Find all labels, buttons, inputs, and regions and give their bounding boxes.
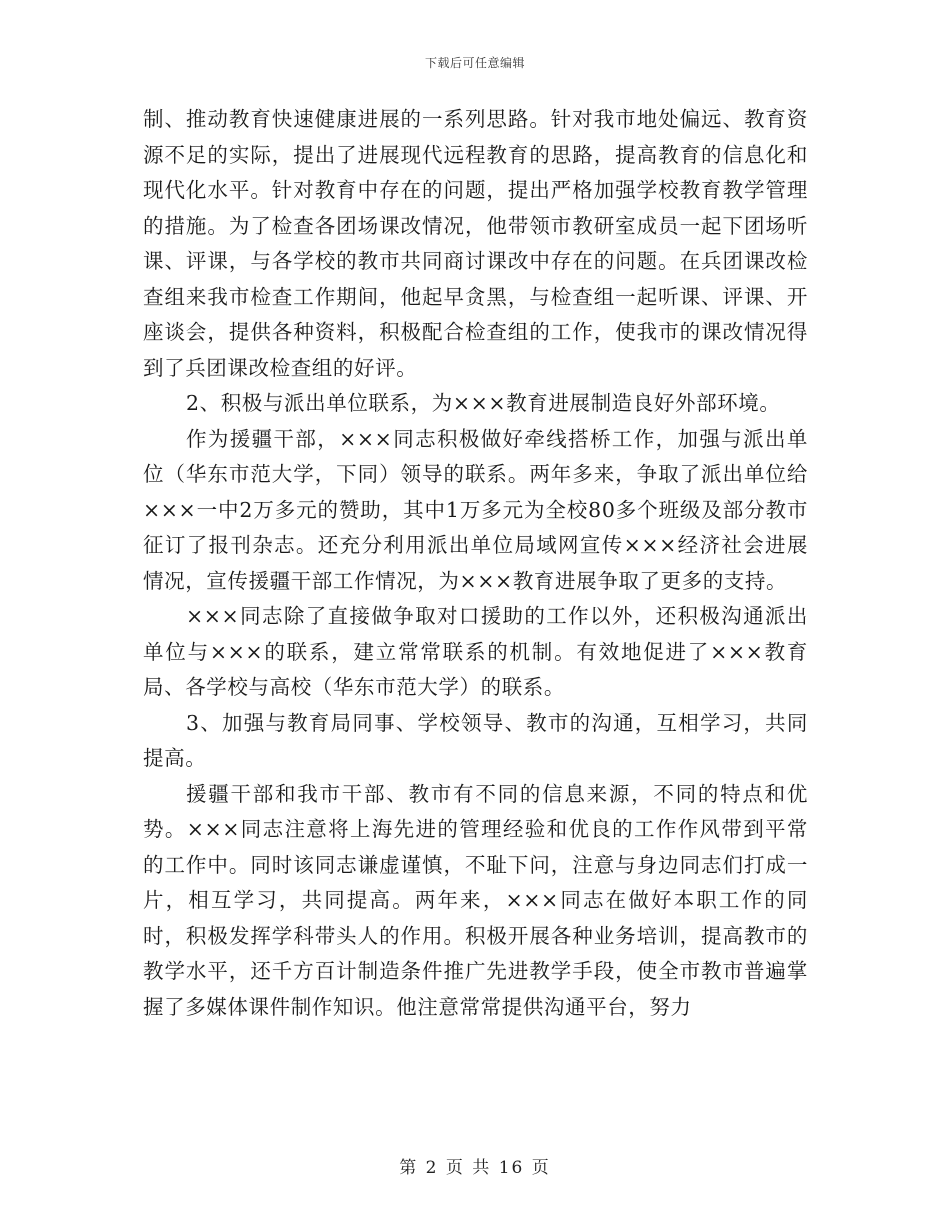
section-heading-3: 3、加强与教育局同事、学校领导、教市的沟通，互相学习，共同提高。	[143, 710, 808, 770]
document-body	[143, 102, 808, 1025]
page-header-note: 下载后可任意编辑	[424, 56, 525, 70]
section-heading-2: 2、积极与派出单位联系，为×××教育进展制造良好外部环境。	[186, 391, 781, 415]
page-number-footer: 第 2 页 共 16 页	[399, 1158, 551, 1178]
paragraph: 作为援疆干部，×××同志积极做好牵线搭桥工作，加强与派出单位（华东市范大学，下同）领导的联系。两年多来，争取了派出单位给×××一中2万多元的赞助，其中1万多元为全校80多个班级及部分教市征订了报刊杂志。还充分利用派出单位局域网宣传×××经济社会进展情况，宣传援疆干部工作情况，为×××教育进展争取了更多的支持。	[143, 426, 808, 593]
paragraph: ×××同志除了直接做争取对口援助的工作以外，还积极沟通派出单位与×××的联系，建立常常联系的机制。有效地促进了×××教育局、各学校与高校（华东市范大学）的联系。	[143, 604, 808, 699]
paragraph: 援疆干部和我市干部、教市有不同的信息来源，不同的特点和优势。×××同志注意将上海先进的管理经验和优良的工作作风带到平常的工作中。同时该同志谦虚谨慎，不耻下问，注意与身边同志们打成一片，相互学习，共同提高。两年来，×××同志在做好本职工作的同时，积极发挥学科带头人的作用。积极开展各种业务培训，提高教市的教学水平，还千方百计制造条件推广先进教学手段，使全市教市普遍掌握了多媒体课件制作知识。他注意常常提供沟通平台，努力	[143, 781, 808, 1019]
paragraph-continuation: 制、推动教育快速健康进展的一系列思路。针对我市地处偏远、教育资源不足的实际，提出了进展现代远程教育的思路，提高教育的信息化和现代化水平。针对教育中存在的问题，提出严格加强学校教育教学管理的措施。为了检查各团场课改情况，他带领市教研室成员一起下团场听课、评课，与各学校的教市共同商讨课改中存在的问题。在兵团课改检查组来我市检查工作期间，他起早贪黑，与检查组一起听课、评课、开座谈会，提供各种资料，积极配合检查组的工作，使我市的课改情况得到了兵团课改检查组的好评。	[143, 107, 808, 380]
